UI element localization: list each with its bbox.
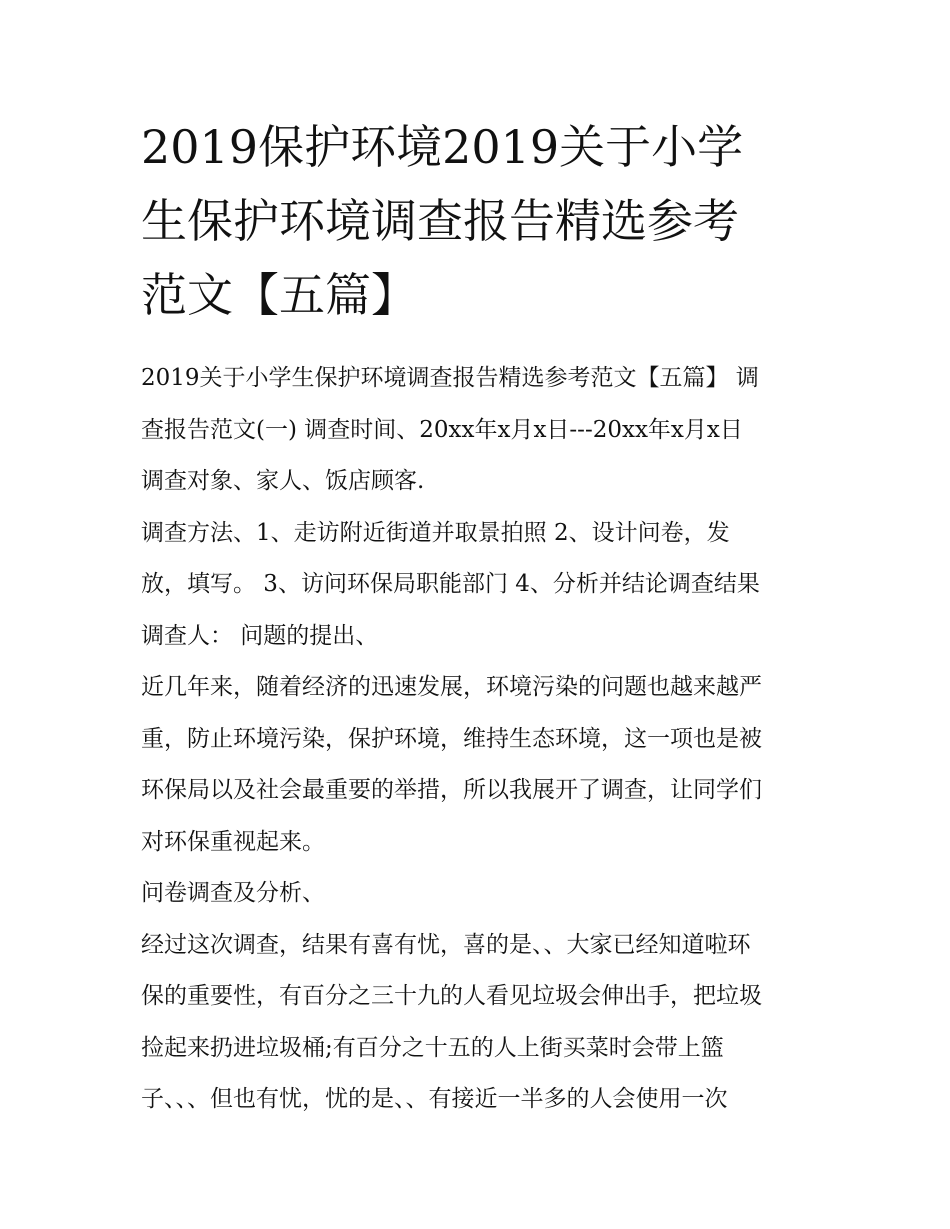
body-line-10: 对环保重视起来。 (141, 828, 325, 855)
body-line-7: 近几年来，随着经济的迅速发展，环境污染的问题也越来越严 (141, 674, 762, 700)
body-line-5: 放，填写。 3、访问环保局职能部门 4、分析并结论调查结果 (141, 571, 760, 597)
body-line-11: 问卷调查及分析、 (141, 880, 325, 906)
body-line-2: 查报告范文(一) 调查时间、20xx年x月x日---20xx年x月x日 (141, 416, 743, 443)
document-body (141, 353, 821, 1126)
document-title (141, 110, 821, 332)
title-line-2: 生保护环境调查报告精选参考 (141, 194, 739, 248)
body-line-8: 重，防止环境污染，保护环境，维持生态环境，这一项也是被 (141, 725, 762, 752)
body-line-4: 调查方法、1、走访附近街道并取景拍照 2、设计问卷，发 (141, 519, 730, 546)
title-line-3: 范文【五篇】 (141, 268, 417, 322)
body-line-6: 调查人： 问题的提出、 (141, 622, 379, 649)
body-line-13: 保的重要性，有百分之三十九的人看见垃圾会伸出手，把垃圾 (141, 983, 762, 1009)
body-line-15: 子、、、但也有忧，忧的是、、有接近一半多的人会使用一次 (141, 1086, 728, 1112)
body-line-3: 调查对象、家人、饭店顾客. (141, 468, 425, 494)
body-line-9: 环保局以及社会最重要的举措，所以我展开了调查，让同学们 (141, 777, 762, 803)
body-line-1: 2019关于小学生保护环境调查报告精选参考范文【五篇】 调 (141, 365, 759, 391)
title-line-1: 2019保护环境2019关于小学 (141, 120, 744, 174)
body-line-12: 经过这次调查，结果有喜有忧，喜的是、、大家已经知道啦环 (141, 931, 751, 958)
body-line-14: 捡起来扔进垃圾桶;有百分之十五的人上街买菜时会带上篮 (141, 1034, 724, 1061)
